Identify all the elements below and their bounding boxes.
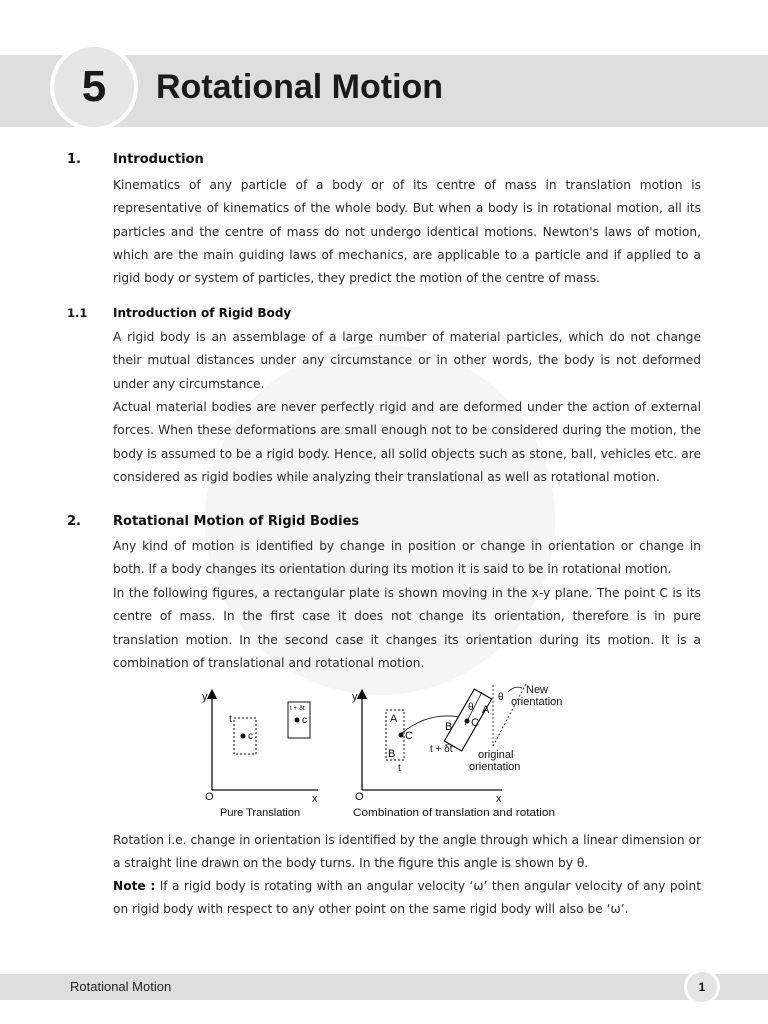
right-corner-b-2: B [445,721,453,733]
section-2-paragraph-3: Rotation i.e. change in orientation is identified by the angle through which a linear dimension or a straight line drawn on the body turns. In the figure this angle is shown by θ. [113,833,701,871]
right-corner-b-1: B [388,748,396,760]
left-caption: Pure Translation [220,807,301,819]
footer-title: Rotational Motion [70,979,172,994]
right-caption: Combination of translation and rotation [353,807,555,819]
translation-rotation-diagram [352,684,562,819]
right-x-axis-label: x [496,793,502,805]
note-text: If a rigid body is rotating with an angular velocity ‘ω’ then angular velocity of any point on rigid body with respect to any other point on the same rigid body will also be ‘ω’. [113,879,701,917]
pure-translation-diagram [202,691,318,819]
section-2-paragraph-1: Any kind of motion is identified by change in position or change in orientation or change in both. If a body changes its orientation during its motion it is said to be in rotational motion. [113,539,701,577]
right-origin-label: O [355,791,364,803]
chapter-number-badge: 5 [50,43,138,131]
section-2-note [113,875,701,922]
new-orientation-label-2: orientation [511,696,563,708]
left-label-t: t [229,714,232,725]
right-label-t: t [398,763,401,774]
section-1-1-paragraph-2: Actual material bodies are never perfectly rigid and are deformed under the action of external forces. When these deformations are small enough not to be considered during the motion, the body is assumed to be a rigid body. Hence, all solid objects such as stone, ball, vehicles etc. are considered as rigid bodies while analyzing their translational as well as rotational motion. [113,400,701,484]
section-1-paragraph: Kinematics of any particle of a body or of its centre of mass in translation motion is representative of kinematics of the whole body. But when a body is in rotational motion, all its particles and the centre of mass do not undergo identical motions. Newton's laws of motion, which are the main guiding laws of mechanics, are applicable to a particle and if applied to a rigid body or system of particles, they predict the motion of the centre of mass. [113,178,701,286]
section-2-title: Rotational Motion of Rigid Bodies [113,514,360,529]
right-point-c-1: C [405,730,413,742]
section-1-number: 1. [67,152,81,167]
original-orientation-label-2: orientation [469,761,521,773]
right-corner-a-2: A [482,704,490,716]
right-cm-point-1 [399,733,404,738]
left-y-axis-label: y [202,691,208,703]
left-x-axis-label: x [312,793,318,805]
right-theta-1: θ [468,702,474,713]
left-cm-point-1 [241,734,246,739]
left-cm-point-2 [295,718,300,723]
section-2-paragraph-2: In the following figures, a rectangular plate is shown moving in the x-y plane. The point C is its centre of mass. In the first case it does not change its orientation, therefore is in pure translation motion. In the second case it changes its orientation during its motion. It is a combination of translational and rotational motion. [113,586,701,670]
rigid-body-motion-figure [190,680,580,825]
right-y-axis-label: y [352,691,358,703]
right-theta-2: θ [498,692,504,703]
original-orientation-label-1: original [478,749,514,761]
left-label-t-dt: t + δt [290,705,305,712]
chapter-title: Rotational Motion [156,68,444,106]
section-1-1-title: Introduction of Rigid Body [113,306,292,320]
right-label-t-dt: t + δt [430,744,453,755]
section-1-title: Introduction [113,152,204,167]
left-point-c-2: c [302,715,307,726]
section-1-1-paragraph-1: A rigid body is an assemblage of a large number of material particles, which do not change their mutual distances under any circumstance or in other words, the body is not deformed under any circumstance. [113,330,701,391]
left-origin-label: O [205,791,214,803]
section-2-number: 2. [67,514,81,529]
right-cm-point-2 [465,719,470,724]
section-1-1-number: 1.1 [67,306,88,320]
right-point-c-2: C [471,717,479,729]
page-number-badge: 1 [684,969,720,1005]
note-label: Note : [113,879,156,893]
right-corner-a-1: A [390,713,398,725]
new-orientation-label-1: New [526,684,549,696]
theta-arc [508,687,522,692]
left-point-c-1: c [248,731,253,742]
